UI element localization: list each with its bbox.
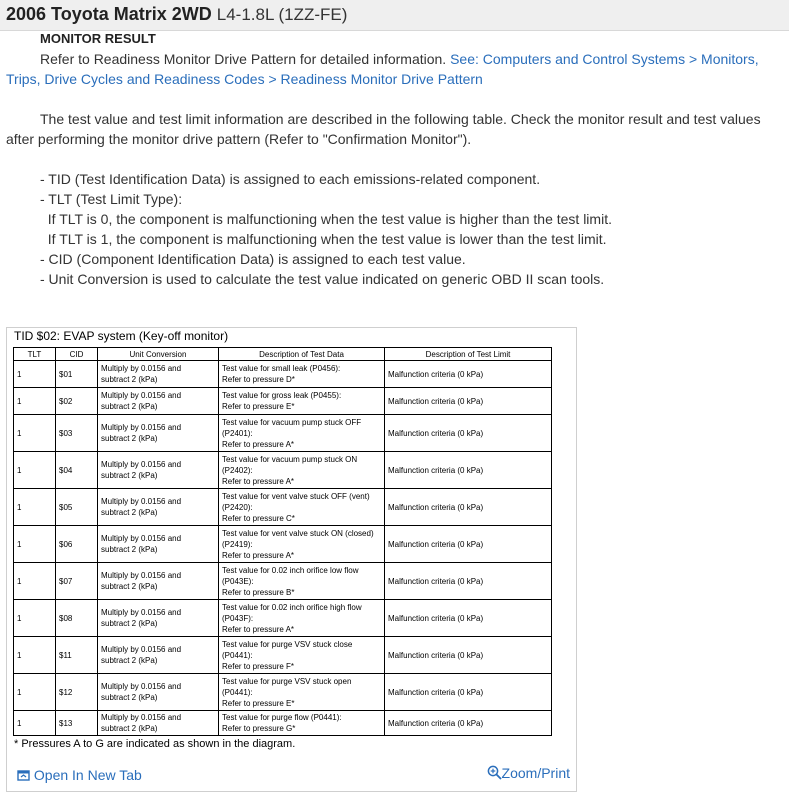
cell-unit-conversion: [98, 452, 219, 489]
bullet-tlt-0: If TLT is 0, the component is malfunctioning when the test value is higher than the test limit.: [40, 211, 612, 227]
cell-unit-conversion-line: subtract 2 (kPa): [101, 619, 158, 628]
cell-test-limit: [385, 415, 552, 452]
cell-test-data-line: Refer to pressure D*: [222, 375, 295, 384]
cell-tlt-line: 1: [17, 650, 22, 660]
cell-test-data-line: Test value for vacuum pump stuck ON: [222, 454, 358, 464]
cell-tlt: [14, 674, 56, 711]
cell-test-data-line: (P2420):: [222, 502, 253, 512]
cell-cid: [56, 674, 98, 711]
cell-test-data: [219, 361, 385, 388]
cell-test-limit: [385, 489, 552, 526]
cell-tlt: [14, 563, 56, 600]
cell-tlt-line: 1: [17, 613, 22, 623]
paragraph-refer-line2: [6, 69, 483, 89]
cell-unit-conversion: [98, 674, 219, 711]
table-row: [14, 526, 552, 563]
col-header-test-limit: Description of Test Limit: [385, 348, 552, 361]
table-row: [14, 415, 552, 452]
paragraph-test-info-line2: after performing the monitor drive pattern (Refer to "Confirmation Monitor").: [6, 131, 472, 147]
table-row: [14, 361, 552, 388]
cell-cid-line: $04: [59, 465, 73, 475]
bullet-cid: - CID (Component Identification Data) is assigned to each test value.: [40, 251, 466, 267]
col-header-tlt: TLT: [14, 348, 56, 361]
cell-tlt: [14, 361, 56, 388]
cell-tlt: [14, 452, 56, 489]
cell-unit-conversion-line: subtract 2 (kPa): [101, 471, 158, 480]
cell-test-limit: [385, 711, 552, 736]
cell-unit-conversion-line: Multiply by 0.0156 and: [101, 645, 182, 654]
cell-unit-conversion-line: subtract 2 (kPa): [101, 375, 158, 384]
cell-test-data-line: Refer to pressure E*: [222, 402, 295, 411]
col-header-test-data: Description of Test Data: [219, 348, 385, 361]
cell-cid-line: $01: [59, 369, 73, 379]
table-row: [14, 711, 552, 736]
cell-tlt-line: 1: [17, 576, 22, 586]
cell-test-limit: [385, 674, 552, 711]
cell-cid-line: $05: [59, 502, 73, 512]
cell-test-data-line: (P2419):: [222, 539, 253, 549]
col-header-cid: CID: [56, 348, 98, 361]
cell-unit-conversion-line: subtract 2 (kPa): [101, 508, 158, 517]
cell-test-data-line: (P043F):: [222, 613, 254, 623]
cell-cid: [56, 600, 98, 637]
cell-test-data: [219, 563, 385, 600]
cell-tlt-line: 1: [17, 687, 22, 697]
cell-test-limit-line: Malfunction criteria (0 kPa): [388, 650, 484, 660]
cell-unit-conversion-line: Multiply by 0.0156 and: [101, 497, 182, 506]
cell-cid: [56, 415, 98, 452]
tid-table: [13, 347, 552, 736]
cell-test-data-line: (P2402):: [222, 465, 253, 475]
cell-test-data: [219, 674, 385, 711]
cell-test-limit: [385, 600, 552, 637]
cell-test-data-line: Refer to pressure A*: [222, 476, 295, 486]
open-new-tab-icon: [17, 768, 30, 784]
page-title: [6, 4, 347, 25]
cell-tlt-line: 1: [17, 369, 22, 379]
cell-test-data-line: Refer to pressure F*: [222, 661, 295, 671]
cell-test-limit-line: Malfunction criteria (0 kPa): [388, 576, 484, 586]
cell-tlt: [14, 711, 56, 736]
cell-unit-conversion-line: Multiply by 0.0156 and: [101, 608, 182, 617]
cell-test-data-line: Test value for gross leak (P0455):: [222, 391, 342, 400]
cell-test-data-line: Refer to pressure G*: [222, 724, 296, 733]
cell-tlt: [14, 526, 56, 563]
cell-test-limit-line: Malfunction criteria (0 kPa): [388, 396, 484, 406]
bullet-tlt: - TLT (Test Limit Type):: [40, 191, 183, 207]
cell-cid-line: $03: [59, 428, 73, 438]
bullet-tid: - TID (Test Identification Data) is assigned to each emissions-related component.: [40, 171, 541, 187]
cell-unit-conversion: [98, 526, 219, 563]
cell-cid: [56, 563, 98, 600]
cell-test-data-line: Test value for small leak (P0456):: [222, 364, 341, 373]
cell-tlt-line: 1: [17, 718, 22, 728]
drive-pattern-link-part2[interactable]: Trips, Drive Cycles and Readiness Codes > Readiness Monitor Drive Pattern: [6, 71, 483, 87]
cell-test-limit: [385, 452, 552, 489]
cell-cid: [56, 361, 98, 388]
cell-cid-line: $08: [59, 613, 73, 623]
cell-cid: [56, 388, 98, 415]
cell-test-limit-line: Malfunction criteria (0 kPa): [388, 718, 484, 728]
zoom-icon: [487, 765, 502, 783]
cell-test-data-line: (P2401):: [222, 428, 253, 438]
drive-pattern-link-part1[interactable]: See: Computers and Control Systems > Monitors,: [450, 51, 759, 67]
cell-test-data-line: (P043E):: [222, 576, 254, 586]
bullet-unit-conversion: - Unit Conversion is used to calculate the test value indicated on generic OBD II scan tools.: [40, 271, 605, 287]
cell-test-limit: [385, 361, 552, 388]
cell-unit-conversion-line: Multiply by 0.0156 and: [101, 391, 182, 400]
cell-cid: [56, 452, 98, 489]
cell-test-data: [219, 526, 385, 563]
cell-unit-conversion-line: Multiply by 0.0156 and: [101, 682, 182, 691]
cell-unit-conversion-line: subtract 2 (kPa): [101, 434, 158, 443]
engine-spec: L4-1.8L (1ZZ-FE): [216, 5, 348, 24]
cell-test-limit-line: Malfunction criteria (0 kPa): [388, 613, 484, 623]
cell-test-data-line: Test value for vacuum pump stuck OFF: [222, 417, 362, 427]
cell-unit-conversion-line: Multiply by 0.0156 and: [101, 364, 182, 373]
cell-tlt-line: 1: [17, 539, 22, 549]
cell-test-limit-line: Malfunction criteria (0 kPa): [388, 539, 484, 549]
cell-cid-line: $07: [59, 576, 73, 586]
figure-toolbar: [7, 762, 576, 791]
cell-test-data-line: (P0441):: [222, 687, 253, 697]
cell-test-data-line: Test value for purge VSV stuck close: [222, 639, 353, 649]
cell-cid: [56, 526, 98, 563]
cell-tlt-line: 1: [17, 428, 22, 438]
cell-cid-line: $12: [59, 687, 73, 697]
cell-tlt-line: 1: [17, 396, 22, 406]
cell-unit-conversion: [98, 600, 219, 637]
cell-test-data-line: (P0441):: [222, 650, 253, 660]
table-row: [14, 388, 552, 415]
cell-unit-conversion-line: Multiply by 0.0156 and: [101, 571, 182, 580]
cell-unit-conversion: [98, 637, 219, 674]
cell-unit-conversion-line: Multiply by 0.0156 and: [101, 423, 182, 432]
paragraph-test-info-line1: The test value and test limit information are described in the following table. Check the monitor result and test values: [40, 111, 761, 127]
cell-unit-conversion-line: subtract 2 (kPa): [101, 724, 158, 733]
cell-test-limit-line: Malfunction criteria (0 kPa): [388, 465, 484, 475]
cell-test-data-line: Refer to pressure A*: [222, 624, 295, 634]
table-row: [14, 563, 552, 600]
cell-test-limit-line: Malfunction criteria (0 kPa): [388, 687, 484, 697]
open-new-tab-button[interactable]: [17, 767, 142, 784]
cell-cid-line: $11: [59, 650, 72, 660]
cell-unit-conversion-line: Multiply by 0.0156 and: [101, 534, 182, 543]
table-body: [14, 361, 552, 736]
cell-unit-conversion: [98, 361, 219, 388]
cell-unit-conversion-line: subtract 2 (kPa): [101, 402, 158, 411]
cell-cid: [56, 489, 98, 526]
cell-unit-conversion-line: Multiply by 0.0156 and: [101, 460, 182, 469]
cell-test-limit-line: Malfunction criteria (0 kPa): [388, 369, 484, 379]
cell-test-data: [219, 415, 385, 452]
cell-tlt: [14, 388, 56, 415]
table-header-row: [14, 348, 552, 361]
cell-test-data: [219, 388, 385, 415]
cell-unit-conversion-line: subtract 2 (kPa): [101, 545, 158, 554]
cell-cid-line: $13: [59, 718, 73, 728]
cell-test-limit: [385, 526, 552, 563]
cell-unit-conversion: [98, 388, 219, 415]
cell-test-data: [219, 637, 385, 674]
cell-cid: [56, 711, 98, 736]
cell-test-limit: [385, 388, 552, 415]
cell-test-data-line: Test value for vent valve stuck ON (closed): [222, 528, 374, 538]
figure-title: TID $02: EVAP system (Key-off monitor): [14, 329, 229, 343]
cell-unit-conversion: [98, 489, 219, 526]
zoom-print-label: Zoom/Print: [501, 765, 570, 781]
cell-unit-conversion: [98, 711, 219, 736]
footnote: * Pressures A to G are indicated as shown in the diagram.: [14, 738, 296, 750]
cell-test-data-line: Refer to pressure A*: [222, 550, 295, 560]
cell-tlt-line: 1: [17, 502, 22, 512]
refer-text: Refer to Readiness Monitor Drive Pattern for detailed information.: [40, 51, 447, 67]
section-title: MONITOR RESULT: [40, 31, 156, 46]
cell-test-data-line: Test value for purge flow (P0441):: [222, 713, 342, 722]
cell-test-data-line: Refer to pressure B*: [222, 587, 295, 597]
cell-test-limit: [385, 637, 552, 674]
paragraph-refer-line1: [40, 49, 759, 69]
table-row: [14, 674, 552, 711]
cell-tlt: [14, 489, 56, 526]
cell-unit-conversion: [98, 563, 219, 600]
cell-tlt: [14, 600, 56, 637]
cell-unit-conversion-line: subtract 2 (kPa): [101, 656, 158, 665]
cell-test-data: [219, 452, 385, 489]
page-header: [0, 0, 789, 31]
cell-test-data-line: Refer to pressure C*: [222, 513, 295, 523]
cell-test-data: [219, 711, 385, 736]
cell-tlt: [14, 415, 56, 452]
vehicle-name: 2006 Toyota Matrix 2WD: [6, 4, 212, 24]
open-new-tab-label: Open In New Tab: [33, 767, 142, 783]
cell-test-data-line: Test value for vent valve stuck OFF (vent): [222, 491, 370, 501]
table-row: [14, 600, 552, 637]
cell-test-limit-line: Malfunction criteria (0 kPa): [388, 502, 484, 512]
cell-tlt-line: 1: [17, 465, 22, 475]
bullet-tlt-1: If TLT is 1, the component is malfunctioning when the test value is lower than the test limit.: [40, 231, 607, 247]
cell-test-data-line: Refer to pressure A*: [222, 439, 295, 449]
cell-test-data-line: Test value for 0.02 inch orifice high flow: [222, 602, 362, 612]
cell-tlt: [14, 637, 56, 674]
cell-unit-conversion-line: Multiply by 0.0156 and: [101, 713, 182, 722]
zoom-print-button[interactable]: [487, 765, 570, 783]
table-row: [14, 452, 552, 489]
table-row: [14, 489, 552, 526]
cell-test-data: [219, 600, 385, 637]
cell-unit-conversion-line: subtract 2 (kPa): [101, 693, 158, 702]
table-row: [14, 637, 552, 674]
cell-cid: [56, 637, 98, 674]
cell-cid-line: $02: [59, 396, 73, 406]
cell-unit-conversion: [98, 415, 219, 452]
cell-test-data-line: Refer to pressure E*: [222, 698, 295, 708]
cell-test-limit-line: Malfunction criteria (0 kPa): [388, 428, 484, 438]
cell-test-limit: [385, 563, 552, 600]
cell-test-data-line: Test value for 0.02 inch orifice low flow: [222, 565, 359, 575]
cell-test-data-line: Test value for purge VSV stuck open: [222, 676, 352, 686]
cell-cid-line: $06: [59, 539, 73, 549]
col-header-unit-conversion: Unit Conversion: [98, 348, 219, 361]
cell-test-data: [219, 489, 385, 526]
test-table-figure: [6, 327, 577, 792]
cell-unit-conversion-line: subtract 2 (kPa): [101, 582, 158, 591]
